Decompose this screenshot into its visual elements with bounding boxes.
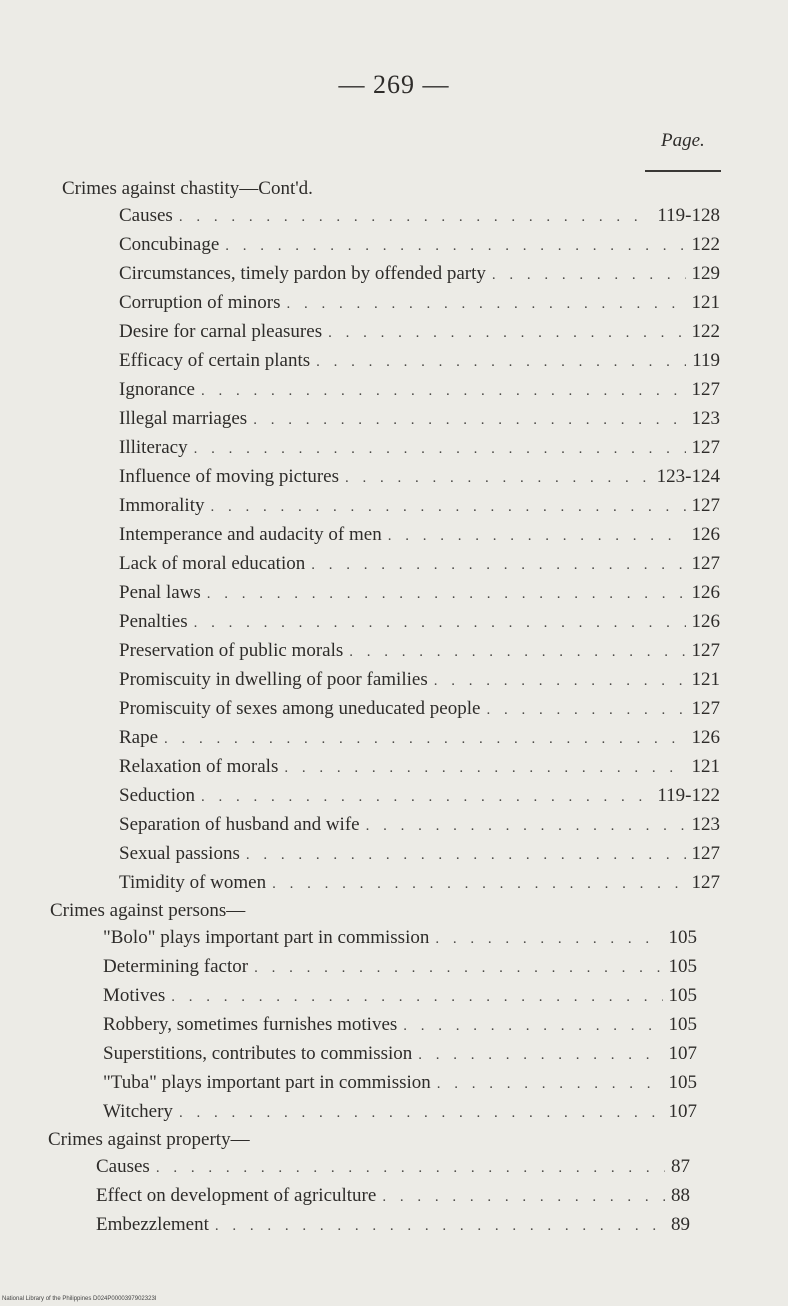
entry-label: Superstitions, contributes to commission	[103, 1043, 413, 1064]
dot-leader	[207, 581, 686, 608]
entry-page: 127	[691, 495, 720, 516]
dot-leader	[210, 494, 685, 521]
index-entry	[0, 463, 720, 492]
dot-leader	[194, 610, 686, 637]
entry-page: 127	[691, 379, 720, 400]
index-entry	[0, 1098, 697, 1127]
entry-label: Witchery	[103, 1101, 173, 1122]
dot-leader	[403, 1013, 662, 1040]
dot-leader	[156, 1155, 665, 1182]
entry-page: 127	[691, 698, 720, 719]
dot-leader	[246, 842, 686, 869]
dot-leader	[492, 262, 686, 289]
entry-page: 126	[691, 582, 720, 603]
index-entry	[0, 521, 720, 550]
section-crimes-against-chastity	[0, 176, 788, 898]
entry-label: Relaxation of morals	[119, 756, 279, 777]
entry-label: Illegal marriages	[119, 408, 248, 429]
index-entry	[0, 1153, 690, 1182]
entry-label: Preservation of public morals	[119, 640, 344, 661]
column-header-rule	[645, 170, 721, 172]
entry-label: Rape	[119, 727, 159, 748]
entry-label: Penal laws	[119, 582, 201, 603]
dot-leader	[284, 755, 685, 782]
entry-label: Causes	[96, 1156, 150, 1177]
section-heading: Crimes against persons—	[50, 900, 246, 921]
entry-page: 123	[691, 408, 720, 429]
section-crimes-against-property	[0, 1127, 788, 1240]
index-entry	[0, 695, 720, 724]
entry-page: 105	[668, 956, 697, 977]
entry-label: Influence of moving pictures	[119, 466, 340, 487]
page-column-header: Page.	[661, 130, 705, 151]
dot-leader	[287, 291, 686, 318]
index-entry	[0, 637, 720, 666]
dot-leader	[486, 697, 685, 724]
index-entry	[0, 1211, 690, 1240]
entry-page: 105	[668, 927, 697, 948]
entry-page: 123	[691, 814, 720, 835]
dot-leader	[316, 349, 686, 376]
entry-label: Causes	[119, 205, 173, 226]
index-entry	[0, 260, 720, 289]
entry-page: 129	[691, 263, 720, 284]
dot-leader	[418, 1042, 662, 1069]
dot-leader	[201, 784, 651, 811]
dot-leader	[171, 984, 662, 1011]
entry-label: Penalties	[119, 611, 188, 632]
index-entry	[0, 347, 720, 376]
entry-label: Illiteracy	[119, 437, 188, 458]
page-number: — 269 —	[338, 70, 450, 99]
index-entry	[0, 318, 720, 347]
section-entries	[0, 202, 788, 898]
dot-leader	[434, 668, 686, 695]
index-entry	[0, 579, 720, 608]
entry-label: Sexual passions	[119, 843, 240, 864]
index-list	[0, 176, 788, 1240]
section-entries	[0, 1153, 788, 1240]
entry-page: 121	[691, 756, 720, 777]
index-entry	[0, 1069, 697, 1098]
entry-page: 122	[691, 234, 720, 255]
dot-leader	[272, 871, 685, 898]
index-entry	[0, 840, 720, 869]
index-entry	[0, 376, 720, 405]
entry-label: Promiscuity in dwelling of poor families	[119, 669, 428, 690]
entry-label: Efficacy of certain plants	[119, 350, 311, 371]
entry-label: Ignorance	[119, 379, 195, 400]
index-entry	[0, 753, 720, 782]
dot-leader	[225, 233, 685, 260]
dot-leader	[201, 378, 686, 405]
dot-leader	[349, 639, 685, 666]
dot-leader	[253, 407, 685, 434]
entry-page: 127	[691, 640, 720, 661]
entry-label: Intemperance and audacity of men	[119, 524, 382, 545]
entry-page: 127	[691, 437, 720, 458]
entry-page: 105	[668, 1014, 697, 1035]
entry-label: Lack of moral education	[119, 553, 306, 574]
entry-page: 89	[671, 1214, 690, 1235]
entry-page: 123-124	[656, 466, 720, 487]
footer-credit: National Library of the Philippines D024P0000397902323I	[2, 1296, 157, 1302]
entry-label: Immorality	[119, 495, 205, 516]
index-entry	[0, 811, 720, 840]
entry-page: 119-128	[657, 205, 720, 226]
section-heading: Crimes against property—	[48, 1129, 250, 1150]
dot-leader	[366, 813, 686, 840]
entry-page: 119-122	[657, 785, 720, 806]
entry-label: Concubinage	[119, 234, 220, 255]
dot-leader	[345, 465, 651, 492]
index-entry	[0, 231, 720, 260]
entry-label: Circumstances, timely pardon by offended party	[119, 263, 486, 284]
entry-page: 121	[691, 669, 720, 690]
entry-page: 127	[691, 843, 720, 864]
entry-page: 105	[668, 985, 697, 1006]
entry-page: 107	[668, 1101, 697, 1122]
index-entry	[0, 289, 720, 318]
dot-leader	[311, 552, 685, 579]
dot-leader	[382, 1184, 665, 1211]
entry-label: Embezzlement	[96, 1214, 209, 1235]
dot-leader	[328, 320, 685, 347]
index-entry	[0, 550, 720, 579]
dot-leader	[437, 1071, 663, 1098]
entry-label: Desire for carnal pleasures	[119, 321, 323, 342]
entry-page: 126	[691, 727, 720, 748]
entry-page: 105	[668, 1072, 697, 1093]
dot-leader	[179, 204, 652, 231]
dot-leader	[179, 1100, 663, 1127]
index-entry	[0, 924, 697, 953]
entry-page: 88	[671, 1185, 690, 1206]
entry-page: 87	[671, 1156, 690, 1177]
index-entry	[0, 1182, 690, 1211]
entry-label: Separation of husband and wife	[119, 814, 360, 835]
entry-page: 119	[692, 350, 720, 371]
index-entry	[0, 434, 720, 463]
index-entry	[0, 1040, 697, 1069]
entry-label: Corruption of minors	[119, 292, 281, 313]
index-entry	[0, 724, 720, 753]
entry-page: 121	[691, 292, 720, 313]
index-entry	[0, 953, 697, 982]
dot-leader	[194, 436, 686, 463]
index-entry	[0, 608, 720, 637]
entry-label: Motives	[103, 985, 166, 1006]
index-entry	[0, 666, 720, 695]
index-entry	[0, 492, 720, 521]
entry-page: 126	[691, 611, 720, 632]
entry-label: "Tuba" plays important part in commission	[103, 1072, 431, 1093]
entry-label: Effect on development of agriculture	[96, 1185, 377, 1206]
entry-page: 127	[691, 553, 720, 574]
dot-leader	[388, 523, 686, 550]
section-entries	[0, 924, 788, 1127]
dot-leader	[435, 926, 662, 953]
dot-leader	[215, 1213, 665, 1240]
entry-page: 126	[691, 524, 720, 545]
entry-label: Robbery, sometimes furnishes motives	[103, 1014, 398, 1035]
index-entry	[0, 1011, 697, 1040]
entry-label: Promiscuity of sexes among uneducated people	[119, 698, 481, 719]
section-crimes-against-persons	[0, 898, 788, 1127]
entry-page: 122	[691, 321, 720, 342]
entry-label: Seduction	[119, 785, 195, 806]
entry-label: Timidity of women	[119, 872, 267, 893]
entry-label: "Bolo" plays important part in commission	[103, 927, 430, 948]
entry-page: 127	[691, 872, 720, 893]
index-entry	[0, 782, 720, 811]
dot-leader	[254, 955, 662, 982]
entry-label: Determining factor	[103, 956, 249, 977]
entry-page: 107	[668, 1043, 697, 1064]
index-entry	[0, 405, 720, 434]
index-entry	[0, 202, 720, 231]
index-entry	[0, 982, 697, 1011]
dot-leader	[164, 726, 685, 753]
section-heading: Crimes against chastity—Cont'd.	[62, 178, 313, 199]
index-entry	[0, 869, 720, 898]
